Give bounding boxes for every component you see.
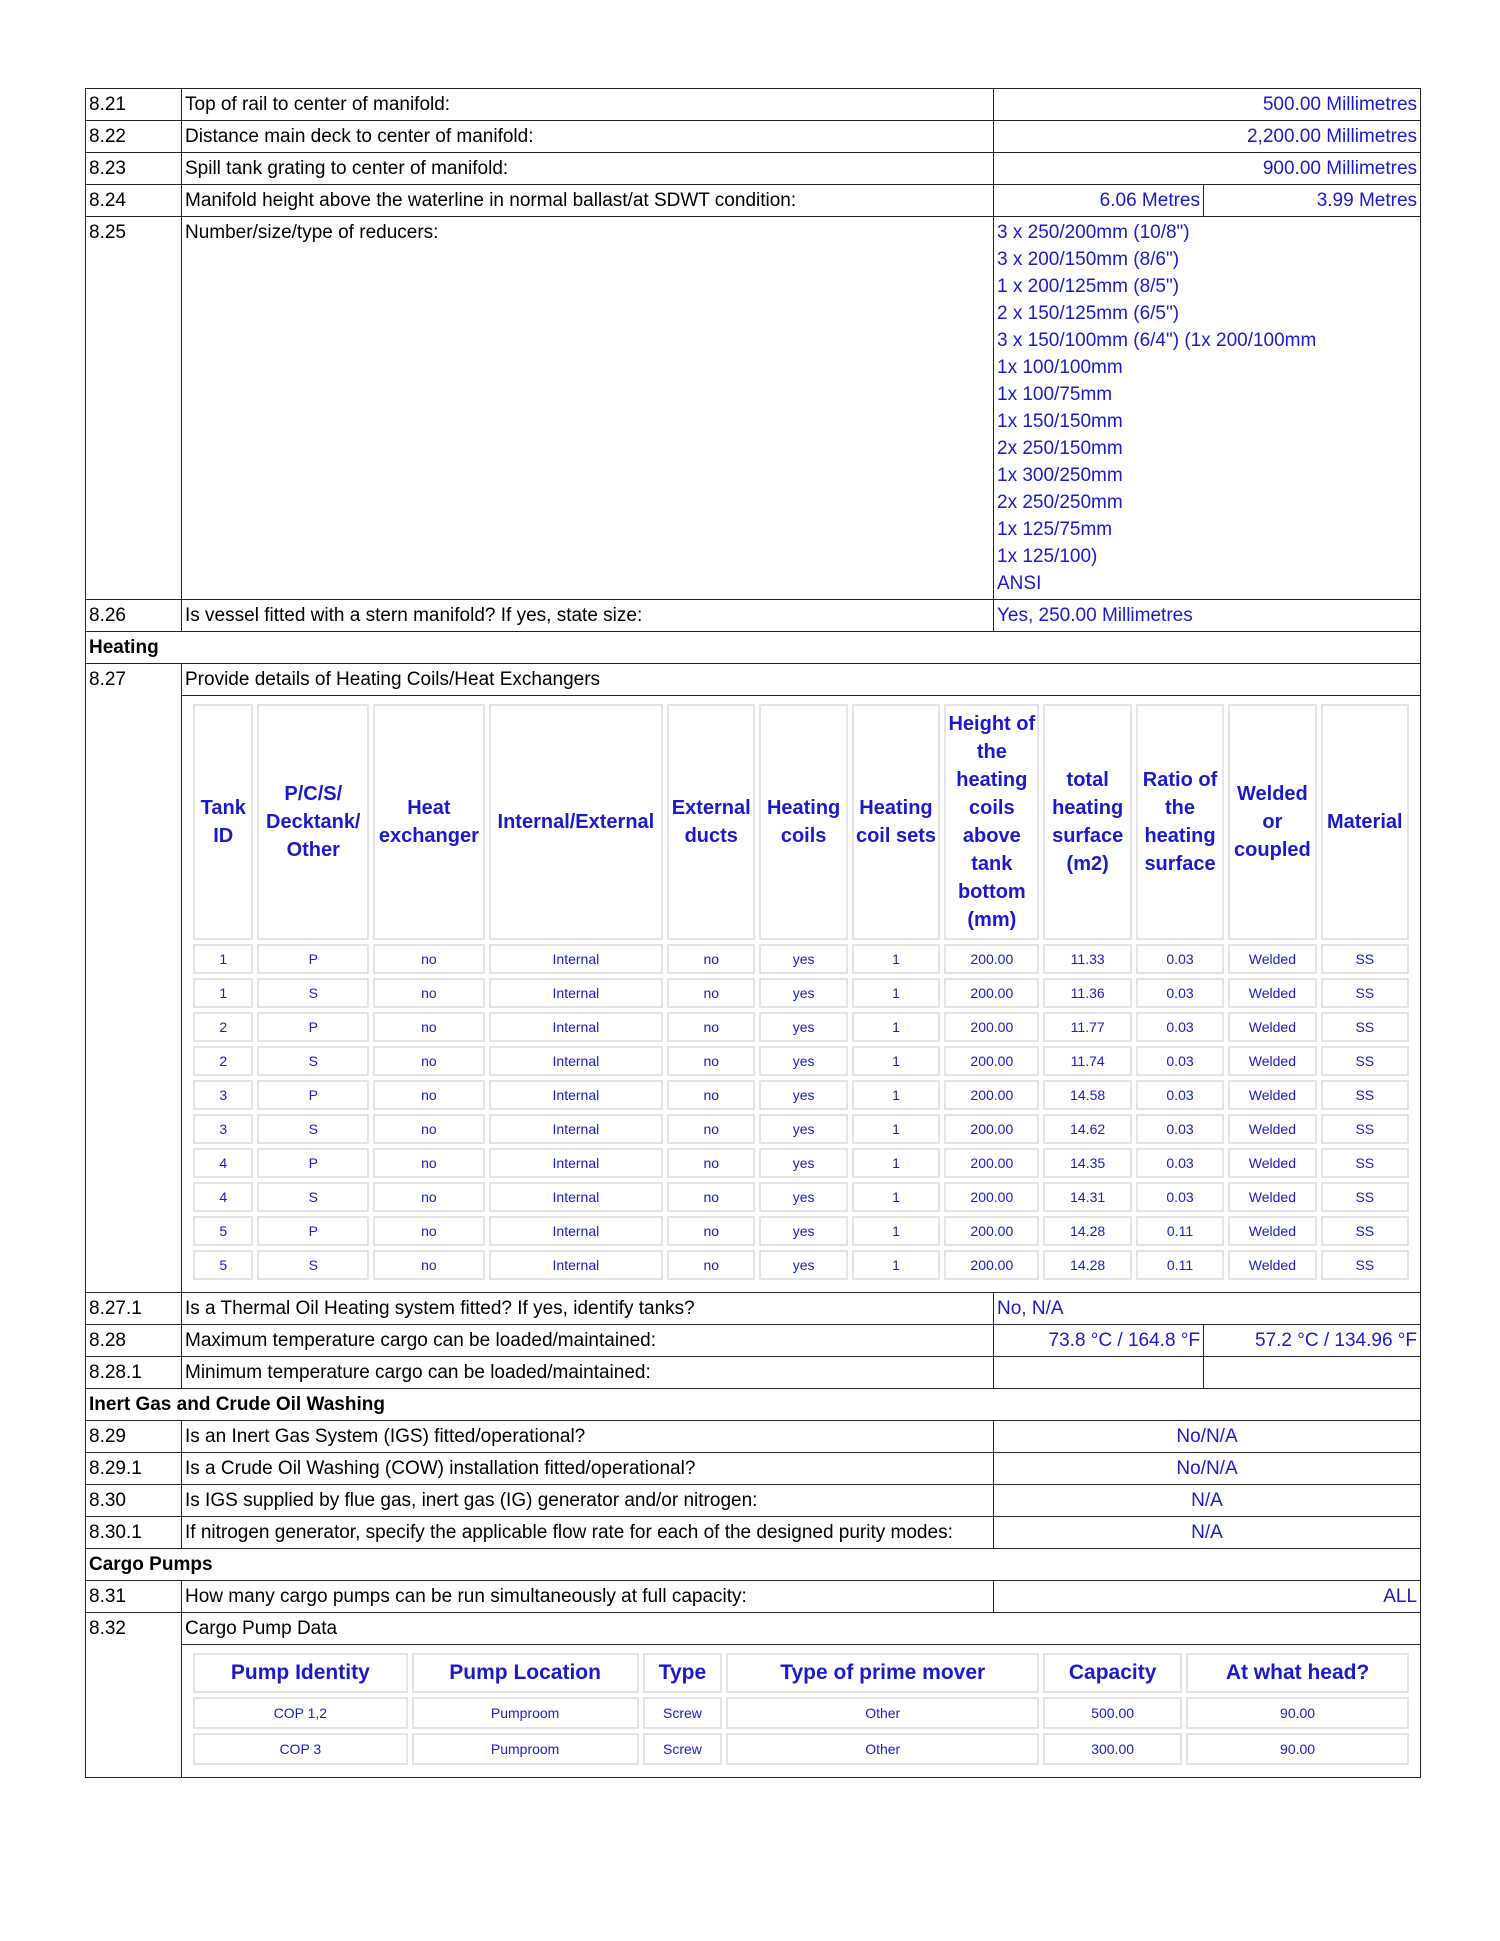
row-8-26 <box>86 600 1421 632</box>
pump-table-row <box>193 1733 1409 1765</box>
heating-cell: 1 <box>852 1216 940 1246</box>
heating-cell: 1 <box>193 978 253 1008</box>
heating-cell: no <box>667 1216 755 1246</box>
heating-cell: yes <box>759 1080 847 1110</box>
heating-cell: SS <box>1321 1114 1409 1144</box>
heating-cell: yes <box>759 1114 847 1144</box>
question-text: Manifold height above the waterline in normal ballast/at SDWT condition: <box>182 185 994 217</box>
heating-cell: 200.00 <box>944 944 1039 974</box>
heating-cell: Welded <box>1228 1012 1316 1042</box>
column-header-type: Type <box>643 1653 723 1693</box>
heating-coils-table <box>189 700 1413 1284</box>
heating-cell: SS <box>1321 1012 1409 1042</box>
row-8-30-1 <box>86 1517 1421 1549</box>
pump-cell: COP 3 <box>193 1733 408 1765</box>
item-number: 8.22 <box>86 121 182 153</box>
heating-table-row <box>193 1182 1409 1212</box>
answer-value: 900.00 Millimetres <box>994 153 1421 185</box>
heating-cell: 1 <box>852 944 940 974</box>
pump-cell: Screw <box>643 1733 723 1765</box>
pump-cell: 90.00 <box>1186 1733 1409 1765</box>
heating-cell: Internal <box>489 1216 663 1246</box>
item-number: 8.24 <box>86 185 182 217</box>
question-text: Is IGS supplied by flue gas, inert gas (IG) generator and/or nitrogen: <box>182 1485 994 1517</box>
pump-cell: Screw <box>643 1697 723 1729</box>
heating-cell: 200.00 <box>944 1114 1039 1144</box>
section-title: Heating <box>86 632 1421 664</box>
heating-cell: 0.03 <box>1136 1012 1224 1042</box>
item-number: 8.28.1 <box>86 1357 182 1389</box>
pump-table-container <box>182 1645 1421 1778</box>
heating-cell: Internal <box>489 1250 663 1280</box>
heating-cell: 200.00 <box>944 1250 1039 1280</box>
heating-cell: no <box>373 978 485 1008</box>
heating-cell: S <box>257 1182 369 1212</box>
pump-cell: Pumproom <box>412 1697 639 1729</box>
question-text: Number/size/type of reducers: <box>182 217 994 600</box>
heating-cell: Welded <box>1228 1114 1316 1144</box>
heating-cell: 0.11 <box>1136 1216 1224 1246</box>
pump-cell: 90.00 <box>1186 1697 1409 1729</box>
answer-value: ALL <box>994 1581 1421 1613</box>
column-header-ratio-of-the-heating-surface: Ratio of the heating surface <box>1136 704 1224 940</box>
item-number: 8.30 <box>86 1485 182 1517</box>
heating-cell: 0.03 <box>1136 1182 1224 1212</box>
heating-cell: SS <box>1321 1148 1409 1178</box>
pump-cell: COP 1,2 <box>193 1697 408 1729</box>
column-header-capacity: Capacity <box>1043 1653 1182 1693</box>
item-number: 8.27.1 <box>86 1293 182 1325</box>
heating-table-row <box>193 1250 1409 1280</box>
question-text: If nitrogen generator, specify the applicable flow rate for each of the designed purity modes: <box>182 1517 994 1549</box>
reducers-list <box>994 217 1421 600</box>
answer-value: Yes, 250.00 Millimetres <box>994 600 1421 632</box>
heating-cell: Internal <box>489 1148 663 1178</box>
row-8-23 <box>86 153 1421 185</box>
heating-cell: S <box>257 1114 369 1144</box>
heating-cell: Internal <box>489 1080 663 1110</box>
reducer-item: 1x 125/75mm <box>997 519 1113 540</box>
heating-cell: 1 <box>852 1148 940 1178</box>
answer-sdwt: 3.99 Metres <box>1204 185 1421 217</box>
answer-value: 2,200.00 Millimetres <box>994 121 1421 153</box>
heating-cell: 11.77 <box>1043 1012 1131 1042</box>
reducer-item: 2x 250/150mm <box>997 438 1123 459</box>
answer-value: N/A <box>994 1485 1421 1517</box>
heating-cell: 1 <box>852 978 940 1008</box>
row-8-22 <box>86 121 1421 153</box>
heating-cell: 14.62 <box>1043 1114 1131 1144</box>
heating-cell: 200.00 <box>944 1080 1039 1110</box>
pump-cell: Other <box>726 1697 1039 1729</box>
heating-cell: P <box>257 944 369 974</box>
heating-cell: no <box>373 1182 485 1212</box>
reducer-item: 1x 125/100) <box>997 546 1098 567</box>
row-8-32 <box>86 1613 1421 1645</box>
heating-cell: no <box>373 1216 485 1246</box>
heating-cell: yes <box>759 1148 847 1178</box>
heating-cell: 4 <box>193 1182 253 1212</box>
reducer-item: 3 x 250/200mm (10/8") <box>997 222 1190 243</box>
column-header-heat-exchanger: Heat exchanger <box>373 704 485 940</box>
heating-cell: 1 <box>852 1182 940 1212</box>
heating-cell: no <box>373 1250 485 1280</box>
answer-maintained: 57.2 °C / 134.96 °F <box>1204 1325 1421 1357</box>
heating-cell: no <box>667 1148 755 1178</box>
heating-cell: Internal <box>489 1046 663 1076</box>
heating-cell: no <box>373 1046 485 1076</box>
heating-cell: 200.00 <box>944 1216 1039 1246</box>
heating-cell: Welded <box>1228 1080 1316 1110</box>
row-8-27-1 <box>86 1293 1421 1325</box>
heating-cell: 200.00 <box>944 1148 1039 1178</box>
questionnaire-table <box>85 88 1421 1778</box>
reducer-item: 1x 100/100mm <box>997 357 1123 378</box>
row-8-24 <box>86 185 1421 217</box>
heating-cell: Welded <box>1228 1046 1316 1076</box>
vessel-questionnaire-sheet <box>85 88 1420 1778</box>
heating-cell: SS <box>1321 1046 1409 1076</box>
heating-cell: 0.03 <box>1136 1148 1224 1178</box>
pump-cell: Other <box>726 1733 1039 1765</box>
heating-cell: 200.00 <box>944 1182 1039 1212</box>
heating-cell: 0.03 <box>1136 1114 1224 1144</box>
row-8-28-1 <box>86 1357 1421 1389</box>
heating-cell: 200.00 <box>944 978 1039 1008</box>
pump-table-row <box>86 1645 1421 1778</box>
heating-cell: 200.00 <box>944 1046 1039 1076</box>
pump-cell: 300.00 <box>1043 1733 1182 1765</box>
heating-cell: S <box>257 1046 369 1076</box>
heating-cell: S <box>257 978 369 1008</box>
item-number: 8.32 <box>86 1613 182 1778</box>
heating-cell: 11.36 <box>1043 978 1131 1008</box>
heating-cell: SS <box>1321 1216 1409 1246</box>
heating-table-row <box>193 1046 1409 1076</box>
section-heading-heating <box>86 632 1421 664</box>
heating-cell: yes <box>759 1216 847 1246</box>
heating-cell: yes <box>759 1250 847 1280</box>
reducer-item: 1x 150/150mm <box>997 411 1123 432</box>
reducer-item: 2 x 150/125mm (6/5") <box>997 303 1180 324</box>
heating-cell: yes <box>759 978 847 1008</box>
heating-cell: 2 <box>193 1046 253 1076</box>
pump-table-row <box>193 1697 1409 1729</box>
heating-table-row <box>193 1216 1409 1246</box>
column-header-height-of-the-heating-coils-ab: Height of the heating coils above tank bottom (mm) <box>944 704 1039 940</box>
answer-value: No, N/A <box>994 1293 1421 1325</box>
heating-cell: 3 <box>193 1114 253 1144</box>
heating-cell: 1 <box>852 1080 940 1110</box>
heating-cell: 1 <box>852 1012 940 1042</box>
heating-cell: 1 <box>852 1250 940 1280</box>
reducer-item: 2x 250/250mm <box>997 492 1123 513</box>
answer-loaded <box>994 1357 1204 1389</box>
item-number: 8.26 <box>86 600 182 632</box>
column-header-at-what-head: At what head? <box>1186 1653 1409 1693</box>
heating-cell: yes <box>759 1046 847 1076</box>
heating-cell: P <box>257 1216 369 1246</box>
question-text: Provide details of Heating Coils/Heat Exchangers <box>182 664 1421 696</box>
item-number: 8.25 <box>86 217 182 600</box>
reducer-item: 1x 100/75mm <box>997 384 1113 405</box>
row-8-28 <box>86 1325 1421 1357</box>
row-8-27 <box>86 664 1421 696</box>
item-number: 8.29 <box>86 1421 182 1453</box>
item-number: 8.31 <box>86 1581 182 1613</box>
heating-cell: no <box>667 978 755 1008</box>
heating-cell: no <box>667 1012 755 1042</box>
heating-cell: SS <box>1321 944 1409 974</box>
heating-cell: 14.28 <box>1043 1216 1131 1246</box>
heating-table-row <box>193 1114 1409 1144</box>
row-8-31 <box>86 1581 1421 1613</box>
heating-cell: 5 <box>193 1250 253 1280</box>
pump-cell: 500.00 <box>1043 1697 1182 1729</box>
column-header-pump-location: Pump Location <box>412 1653 639 1693</box>
heating-cell: Internal <box>489 1182 663 1212</box>
question-text: Is an Inert Gas System (IGS) fitted/operational? <box>182 1421 994 1453</box>
column-header-total-heating-surface-m2: total heating surface (m2) <box>1043 704 1131 940</box>
heating-cell: 14.58 <box>1043 1080 1131 1110</box>
section-heading-inert-gas <box>86 1389 1421 1421</box>
row-8-29 <box>86 1421 1421 1453</box>
column-header-internal-external: Internal/External <box>489 704 663 940</box>
heating-cell: 0.03 <box>1136 978 1224 1008</box>
item-number: 8.28 <box>86 1325 182 1357</box>
column-header-p-c-s-decktank-other: P/C/S/ Decktank/ Other <box>257 704 369 940</box>
answer-value: N/A <box>994 1517 1421 1549</box>
section-title: Cargo Pumps <box>86 1549 1421 1581</box>
heating-cell: no <box>373 1012 485 1042</box>
heating-cell: no <box>667 1250 755 1280</box>
question-text: How many cargo pumps can be run simultaneously at full capacity: <box>182 1581 994 1613</box>
heating-cell: 4 <box>193 1148 253 1178</box>
row-8-30 <box>86 1485 1421 1517</box>
heating-cell: SS <box>1321 1250 1409 1280</box>
heating-cell: no <box>667 1080 755 1110</box>
column-header-tank-id: Tank ID <box>193 704 253 940</box>
item-number: 8.27 <box>86 664 182 1293</box>
heating-cell: Internal <box>489 1114 663 1144</box>
heating-cell: Welded <box>1228 978 1316 1008</box>
heating-cell: 11.74 <box>1043 1046 1131 1076</box>
heating-cell: Welded <box>1228 1148 1316 1178</box>
row-8-25 <box>86 217 1421 600</box>
heating-cell: no <box>667 1114 755 1144</box>
column-header-external-ducts: External ducts <box>667 704 755 940</box>
heating-cell: yes <box>759 1182 847 1212</box>
answer-value: 500.00 Millimetres <box>994 89 1421 121</box>
heating-table-container <box>182 696 1421 1293</box>
heating-cell: SS <box>1321 978 1409 1008</box>
column-header-material: Material <box>1321 704 1409 940</box>
heating-cell: 11.33 <box>1043 944 1131 974</box>
question-text: Is a Crude Oil Washing (COW) installation fitted/operational? <box>182 1453 994 1485</box>
answer-ballast: 6.06 Metres <box>994 185 1204 217</box>
heating-cell: no <box>373 1148 485 1178</box>
heating-cell: Internal <box>489 944 663 974</box>
heating-table-row <box>193 978 1409 1008</box>
heating-cell: Welded <box>1228 1216 1316 1246</box>
reducer-item: 3 x 150/100mm (6/4") (1x 200/100mm <box>997 330 1317 351</box>
pump-table-header <box>193 1653 1409 1693</box>
heating-cell: 0.03 <box>1136 944 1224 974</box>
heating-cell: no <box>373 1114 485 1144</box>
heating-cell: Internal <box>489 978 663 1008</box>
heating-cell: 14.35 <box>1043 1148 1131 1178</box>
answer-value: No/N/A <box>994 1453 1421 1485</box>
column-header-pump-identity: Pump Identity <box>193 1653 408 1693</box>
reducer-item: ANSI <box>997 573 1042 594</box>
question-text: Cargo Pump Data <box>182 1613 1421 1645</box>
item-number: 8.29.1 <box>86 1453 182 1485</box>
section-heading-cargo-pumps <box>86 1549 1421 1581</box>
heating-cell: no <box>667 1182 755 1212</box>
heating-cell: 0.11 <box>1136 1250 1224 1280</box>
heating-cell: 200.00 <box>944 1012 1039 1042</box>
heating-cell: 14.28 <box>1043 1250 1131 1280</box>
column-header-welded-or-coupled: Welded or coupled <box>1228 704 1316 940</box>
heating-cell: yes <box>759 944 847 974</box>
answer-loaded: 73.8 °C / 164.8 °F <box>994 1325 1204 1357</box>
heating-cell: 5 <box>193 1216 253 1246</box>
heating-cell: no <box>667 944 755 974</box>
heating-cell: 1 <box>193 944 253 974</box>
section-title: Inert Gas and Crude Oil Washing <box>86 1389 1421 1421</box>
cargo-pump-table <box>189 1649 1413 1769</box>
question-text: Maximum temperature cargo can be loaded/maintained: <box>182 1325 994 1357</box>
heating-table-row <box>193 944 1409 974</box>
heating-cell: Welded <box>1228 1250 1316 1280</box>
heating-cell: P <box>257 1148 369 1178</box>
question-text: Minimum temperature cargo can be loaded/maintained: <box>182 1357 994 1389</box>
heating-cell: Internal <box>489 1012 663 1042</box>
question-text: Is vessel fitted with a stern manifold? If yes, state size: <box>182 600 994 632</box>
heating-cell: P <box>257 1012 369 1042</box>
heating-cell: no <box>667 1046 755 1076</box>
heating-cell: 14.31 <box>1043 1182 1131 1212</box>
heating-cell: SS <box>1321 1182 1409 1212</box>
heating-table-header <box>193 704 1409 940</box>
pump-cell: Pumproom <box>412 1733 639 1765</box>
answer-value: No/N/A <box>994 1421 1421 1453</box>
item-number: 8.21 <box>86 89 182 121</box>
column-header-type-of-prime-mover: Type of prime mover <box>726 1653 1039 1693</box>
heating-cell: 1 <box>852 1114 940 1144</box>
heating-cell: no <box>373 944 485 974</box>
question-text: Spill tank grating to center of manifold: <box>182 153 994 185</box>
heating-cell: 0.03 <box>1136 1046 1224 1076</box>
reducer-item: 1x 300/250mm <box>997 465 1123 486</box>
heating-table-row <box>86 696 1421 1293</box>
heating-cell: 0.03 <box>1136 1080 1224 1110</box>
heating-cell: 2 <box>193 1012 253 1042</box>
heating-cell: 1 <box>852 1046 940 1076</box>
question-text: Distance main deck to center of manifold: <box>182 121 994 153</box>
heating-cell: SS <box>1321 1080 1409 1110</box>
reducer-item: 3 x 200/150mm (8/6") <box>997 249 1180 270</box>
heating-table-row <box>193 1148 1409 1178</box>
row-8-21 <box>86 89 1421 121</box>
heating-cell: S <box>257 1250 369 1280</box>
question-text: Is a Thermal Oil Heating system fitted? If yes, identify tanks? <box>182 1293 994 1325</box>
item-number: 8.30.1 <box>86 1517 182 1549</box>
heating-cell: no <box>373 1080 485 1110</box>
row-8-29-1 <box>86 1453 1421 1485</box>
reducer-item: 1 x 200/125mm (8/5") <box>997 276 1180 297</box>
heating-cell: P <box>257 1080 369 1110</box>
heating-cell: Welded <box>1228 944 1316 974</box>
heating-table-row <box>193 1012 1409 1042</box>
answer-maintained <box>1204 1357 1421 1389</box>
column-header-heating-coil-sets: Heating coil sets <box>852 704 940 940</box>
heating-cell: yes <box>759 1012 847 1042</box>
question-text: Top of rail to center of manifold: <box>182 89 994 121</box>
heating-cell: Welded <box>1228 1182 1316 1212</box>
heating-table-row <box>193 1080 1409 1110</box>
item-number: 8.23 <box>86 153 182 185</box>
column-header-heating-coils: Heating coils <box>759 704 847 940</box>
heating-cell: 3 <box>193 1080 253 1110</box>
